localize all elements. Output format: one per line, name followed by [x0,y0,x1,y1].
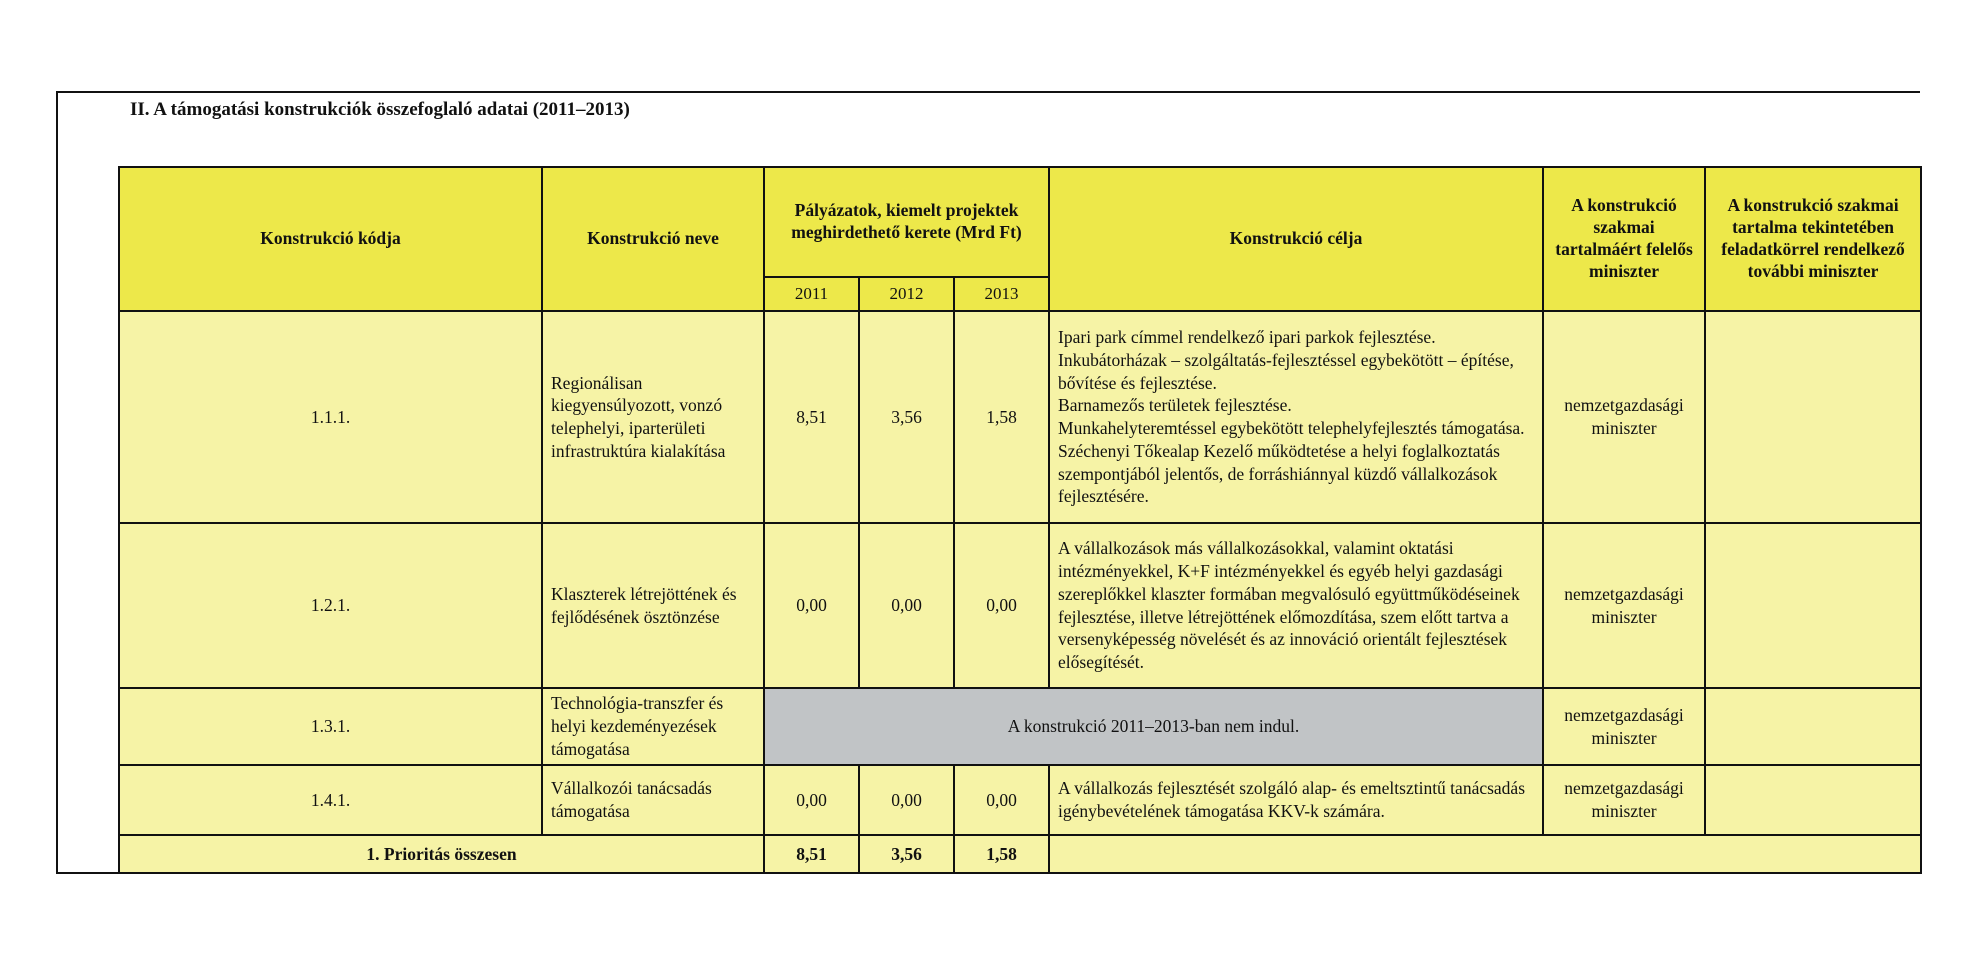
header-goal: Konstrukció célja [1049,167,1543,311]
row-2013: 0,00 [954,523,1049,688]
page-margin-frame [56,91,118,874]
row-goal [1049,765,1543,835]
goal-line: Munkahelyteremtéssel egybekötött telephelyfejlesztés támogatása. [1058,418,1525,438]
row-other-minister [1705,688,1921,765]
table-row [119,688,1921,765]
total-empty [1049,835,1921,873]
row-other-minister [1705,311,1921,523]
row-2013: 0,00 [954,765,1049,835]
total-2013: 1,58 [954,835,1049,873]
row-2011: 0,00 [764,523,859,688]
row-name: Technológia-transzfer és helyi kezdeményezések támogatása [542,688,764,765]
goal-line: Inkubátorházak – szolgáltatás-fejlesztéssel egybekötött – építése, bővítése és fejlesztése. [1058,349,1514,393]
goal-line: Ipari park címmel rendelkező ipari parkok fejlesztése. [1058,327,1436,347]
row-other-minister [1705,523,1921,688]
row-code: 1.2.1. [119,523,542,688]
total-2012: 3,56 [859,835,954,873]
construction-summary-table [118,166,1922,874]
header-code: Konstrukció kódja [119,167,542,311]
table-row [119,311,1921,523]
row-code: 1.3.1. [119,688,542,765]
total-row [119,835,1921,873]
table-row [119,523,1921,688]
row-goal [1049,523,1543,688]
row-minister: nemzetgazdasági miniszter [1543,311,1705,523]
row-minister: nemzetgazdasági miniszter [1543,688,1705,765]
total-label: 1. Prioritás összesen [119,835,764,873]
row-name: Regionálisan kiegyensúlyozott, vonzó telephelyi, iparterületi infrastruktúra kialakítása [542,311,764,523]
row-2012: 0,00 [859,765,954,835]
goal-line: A vállalkozás fejlesztését szolgáló alap- és emeltsztintű tanácsadás igénybevételének támogatása KKV-k számára. [1058,778,1526,821]
header-budget: Pályázatok, kiemelt projektek meghirdethető kerete (Mrd Ft) [764,167,1049,277]
row-other-minister [1705,765,1921,835]
header-name: Konstrukció neve [542,167,764,311]
title-divider [118,91,1920,93]
row-goal [1049,311,1543,523]
total-2011: 8,51 [764,835,859,873]
header-year-2012: 2012 [859,277,954,311]
goal-line: Széchenyi Tőkealap Kezelő működtetése a helyi foglalkoztatás szempontjából jelentős, de forráshiánnyal küzdő vállalkozások fejlesztésére. [1058,440,1500,507]
section-title: II. A támogatási konstrukciók összefoglaló adatai (2011–2013) [130,99,630,120]
goal-line: Barnamezős területek fejlesztése. [1058,395,1292,416]
header-minister: A konstrukció szakmai tartalmáért felelős miniszter [1543,167,1705,311]
header-year-2013: 2013 [954,277,1049,311]
row-not-launched-note: A konstrukció 2011–2013-ban nem indul. [764,688,1543,765]
row-minister: nemzetgazdasági miniszter [1543,765,1705,835]
goal-line: A vállalkozások más vállalkozásokkal, valamint oktatási intézményekkel, K+F intézményekkel és egyéb helyi gazdasági szereplőkkel klaszter formában megvalósuló együttműködéseinek fejlesztése, illetve létrejöttének előmozdítása, szem előtt tartva a versenyképesség növelését és az innováció orientált fejlesztések elősegítését. [1058,538,1520,672]
row-2011: 0,00 [764,765,859,835]
table-row [119,765,1921,835]
row-2012: 3,56 [859,311,954,523]
header-year-2011: 2011 [764,277,859,311]
row-code: 1.4.1. [119,765,542,835]
row-2011: 8,51 [764,311,859,523]
row-minister: nemzetgazdasági miniszter [1543,523,1705,688]
row-code: 1.1.1. [119,311,542,523]
row-2012: 0,00 [859,523,954,688]
header-other-minister: A konstrukció szakmai tartalma tekintetében feladatkörrel rendelkező további miniszter [1705,167,1921,311]
row-2013: 1,58 [954,311,1049,523]
row-name: Vállalkozói tanácsadás támogatása [542,765,764,835]
row-name: Klaszterek létrejöttének és fejlődésének ösztönzése [542,523,764,688]
